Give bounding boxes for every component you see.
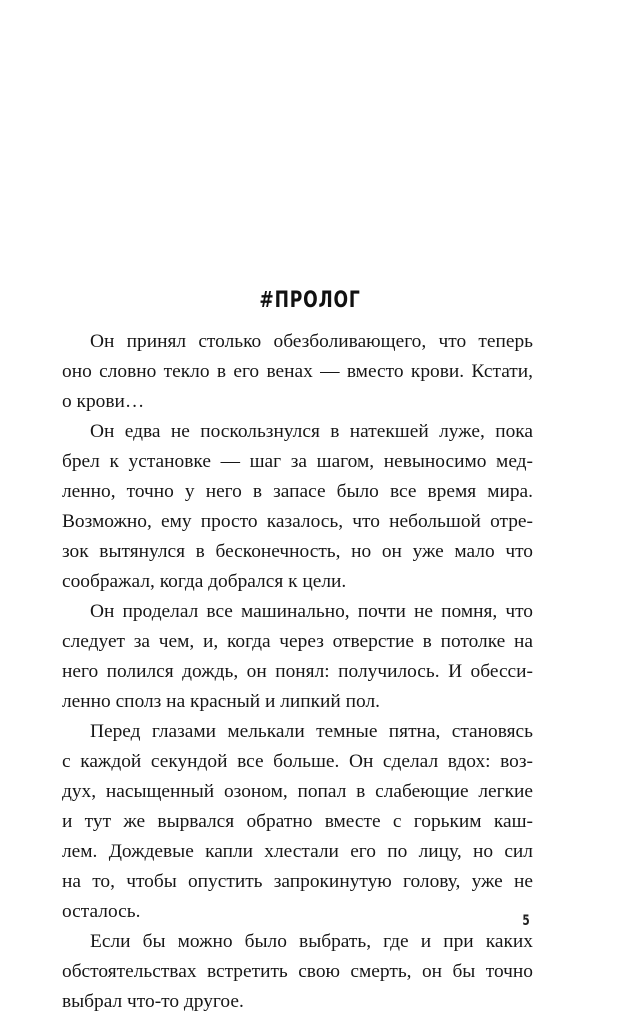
body-text <box>62 327 533 1017</box>
text-line: выбрал что-то другое. <box>62 991 244 1012</box>
text-line: Он проделал все машинально, почти не помня, что <box>90 601 533 622</box>
chapter-title: #ПРОЛОГ <box>259 288 361 313</box>
paragraph <box>62 597 533 717</box>
page-number: 5 <box>522 913 530 929</box>
paragraph <box>62 327 533 417</box>
text-line: о крови… <box>62 391 145 412</box>
paragraph <box>62 927 533 1017</box>
text-line: следует за чем, и, когда через отверстие в потолке на <box>62 631 533 652</box>
text-line: Он едва не поскользнулся в натекшей луже, пока <box>90 421 533 442</box>
text-line: брел к установке — шаг за шагом, невыносимо мед- <box>62 451 533 472</box>
text-line: ленно, точно у него в запасе было все время мира. <box>62 481 533 502</box>
text-line: лем. Дождевые капли хлестали его по лицу, но сил <box>62 841 533 862</box>
text-line: осталось. <box>62 901 141 922</box>
text-line: ленно сполз на красный и липкий пол. <box>62 691 380 712</box>
text-line: обстоятельствах встретить свою смерть, он бы точно <box>62 961 533 982</box>
text-line: на то, чтобы опустить запрокинутую голову, уже не <box>62 871 533 892</box>
text-line: Если бы можно было выбрать, где и при каких <box>90 931 533 952</box>
text-line: соображал, когда добрался к цели. <box>62 571 347 592</box>
text-line: с каждой секундой все больше. Он сделал вдох: воз- <box>62 751 533 772</box>
text-line: зок вытянулся в бесконечность, но он уже мало что <box>62 541 533 562</box>
text-line: дух, насыщенный озоном, попал в слабеющие легкие <box>62 781 533 802</box>
paragraph <box>62 417 533 597</box>
text-line: Он принял столько обезболивающего, что теперь <box>90 331 533 352</box>
text-line: и тут же вырвался обратно вместе с горьким каш- <box>62 811 533 832</box>
text-line: Перед глазами мелькали темные пятна, становясь <box>90 721 533 742</box>
text-line: него полился дождь, он понял: получилось. И обесси- <box>62 661 533 682</box>
text-line: оно словно текло в его венах — вместо крови. Кстати, <box>62 361 533 382</box>
text-line: Возможно, ему просто казалось, что небольшой отре- <box>62 511 533 532</box>
paragraph <box>62 717 533 927</box>
